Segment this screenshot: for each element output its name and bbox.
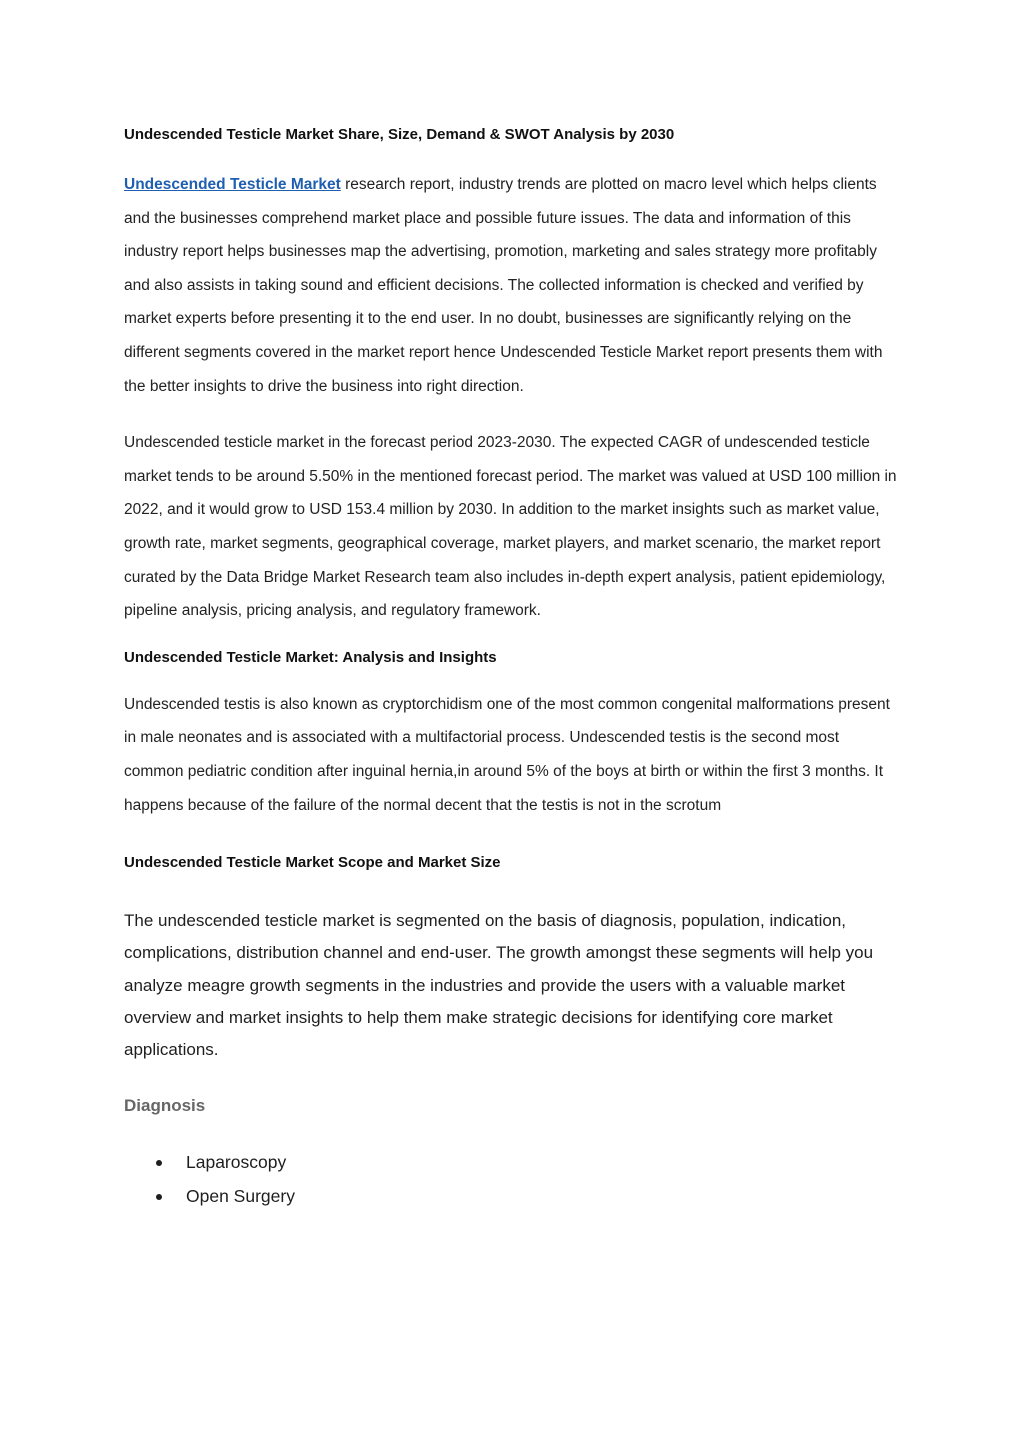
forecast-paragraph: Undescended testicle market in the forecast period 2023-2030. The expected CAGR of undescended testicle market tends to be around 5.50% in the mentioned forecast period. The market was valued at USD 100 million in 2022, and it would grow to USD 153.4 million by 2030. In addition to the market insights such as market value, growth rate, market segments, geographical coverage, market players, and market scenario, the market report curated by the Data Bridge Market Research team also includes in-depth expert analysis, patient epidemiology, pipeline analysis, pricing analysis, and regulatory framework. (124, 434, 897, 620)
analysis-heading: Undescended Testicle Market: Analysis and Insights (124, 648, 497, 666)
intro-text: research report, industry trends are plotted on macro level which helps clients and the businesses comprehend market place and possible future issues. The data and information of this industry report helps businesses map the advertising, promotion, marketing and sales strategy more profitably and also assists in taking sound and efficient decisions. The collected information is checked and verified by market experts before presenting it to the end user. In no doubt, businesses are significantly relying on the different segments covered in the market report hence Undescended Testicle Market report presents them with the better insights to drive the business into right direction. (124, 176, 883, 395)
diagnosis-heading: Diagnosis (124, 1096, 206, 1116)
scope-heading: Undescended Testicle Market Scope and Market Size (124, 854, 501, 872)
market-report-link[interactable]: Undescended Testicle Market (124, 176, 341, 193)
intro-paragraph (124, 168, 894, 403)
bullet-icon (156, 1160, 162, 1166)
document-content (124, 118, 904, 1213)
document-title: Undescended Testicle Market Share, Size, Demand & SWOT Analysis by 2030 (124, 126, 675, 143)
scope-paragraph: The undescended testicle market is segmented on the basis of diagnosis, population, indication, complications, distribution channel and end-user. The growth amongst these segments will help you analyze meagre growth segments in the industries and provide the users with a valuable market overview and market insights to help them make strategic decisions for identifying core market applications. (124, 911, 874, 1059)
list-item-label: Open Surgery (186, 1186, 295, 1207)
diagnosis-list (124, 1145, 904, 1213)
list-item-label: Laparoscopy (186, 1152, 287, 1173)
bullet-icon (156, 1194, 162, 1200)
list-item (124, 1145, 904, 1179)
analysis-paragraph: Undescended testis is also known as cryptorchidism one of the most common congenital malformations present in male neonates and is associated with a multifactorial process. Undescended testis is the second most common pediatric condition after inguinal hernia,in around 5% of the boys at birth or within the first 3 months. It happens because of the failure of the normal decent that the testis is not in the scrotum (124, 695, 890, 814)
list-item (124, 1179, 904, 1213)
